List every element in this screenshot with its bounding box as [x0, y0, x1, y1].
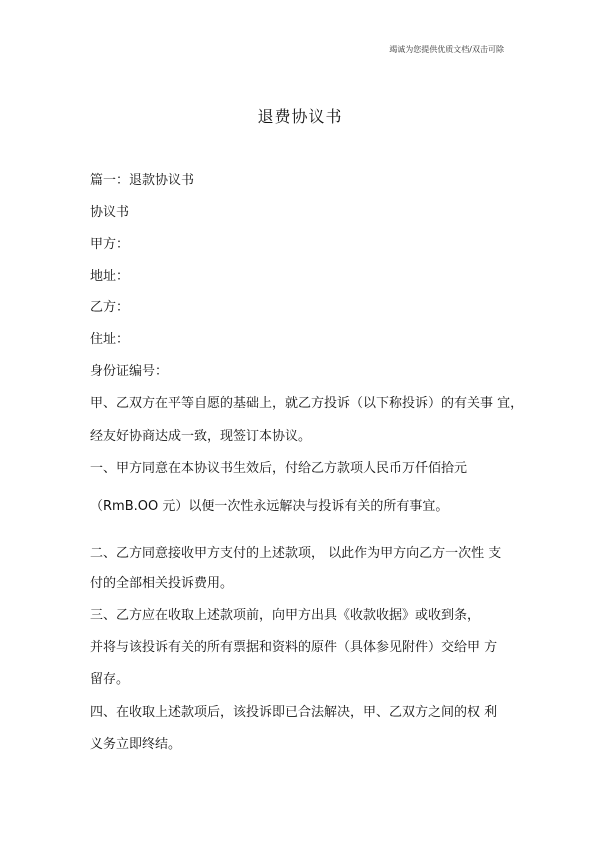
- section-heading: 篇一：退款协议书: [90, 173, 195, 188]
- clause-4-line: 四、在收取上述款项后，该投诉即已合法解决，甲、乙双方之间的权 利: [90, 705, 498, 720]
- paragraph-line: 经友好协商达成一致，现签订本协议。: [90, 429, 312, 444]
- party-b-field: 乙方：: [90, 300, 130, 315]
- clause-2-line: 付的全部相关投诉费用。: [90, 576, 234, 591]
- clause-4-line: 义务立即终结。: [90, 737, 182, 752]
- paragraph-line: 甲、乙双方在平等自愿的基础上，就乙方投诉（以下称投诉）的有关事 宜，: [90, 396, 524, 411]
- header-note: 竭诚为您提供优质文档/双击可除: [389, 45, 504, 54]
- agreement-label: 协议书: [90, 205, 130, 220]
- clause-2-line: 二、乙方同意接收甲方支付的上述款项， 以此作为甲方向乙方一次性 支: [90, 546, 502, 561]
- clause-3-line: 留存。: [90, 672, 130, 687]
- id-number-field: 身份证编号：: [90, 364, 169, 379]
- clause-3-line: 并将与该投诉有关的所有票据和资料的原件（具体参见附件）交给甲 方: [90, 640, 498, 655]
- address-field: 地址：: [90, 269, 130, 284]
- clause-1-line: 一、甲方同意在本协议书生效后，付给乙方款项人民币万仟佰拾元: [90, 461, 468, 476]
- residence-field: 住址：: [90, 332, 130, 347]
- clause-3-line: 三、乙方应在收取上述款项前，向甲方出具《收款收据》或收到条，: [90, 608, 481, 623]
- document-title: 退费协议书: [257, 107, 343, 126]
- clause-1-line: （RmB.OO 元）以便一次性永远解决与投诉有关的所有事宜。: [90, 499, 449, 514]
- party-a-field: 甲方：: [90, 237, 130, 252]
